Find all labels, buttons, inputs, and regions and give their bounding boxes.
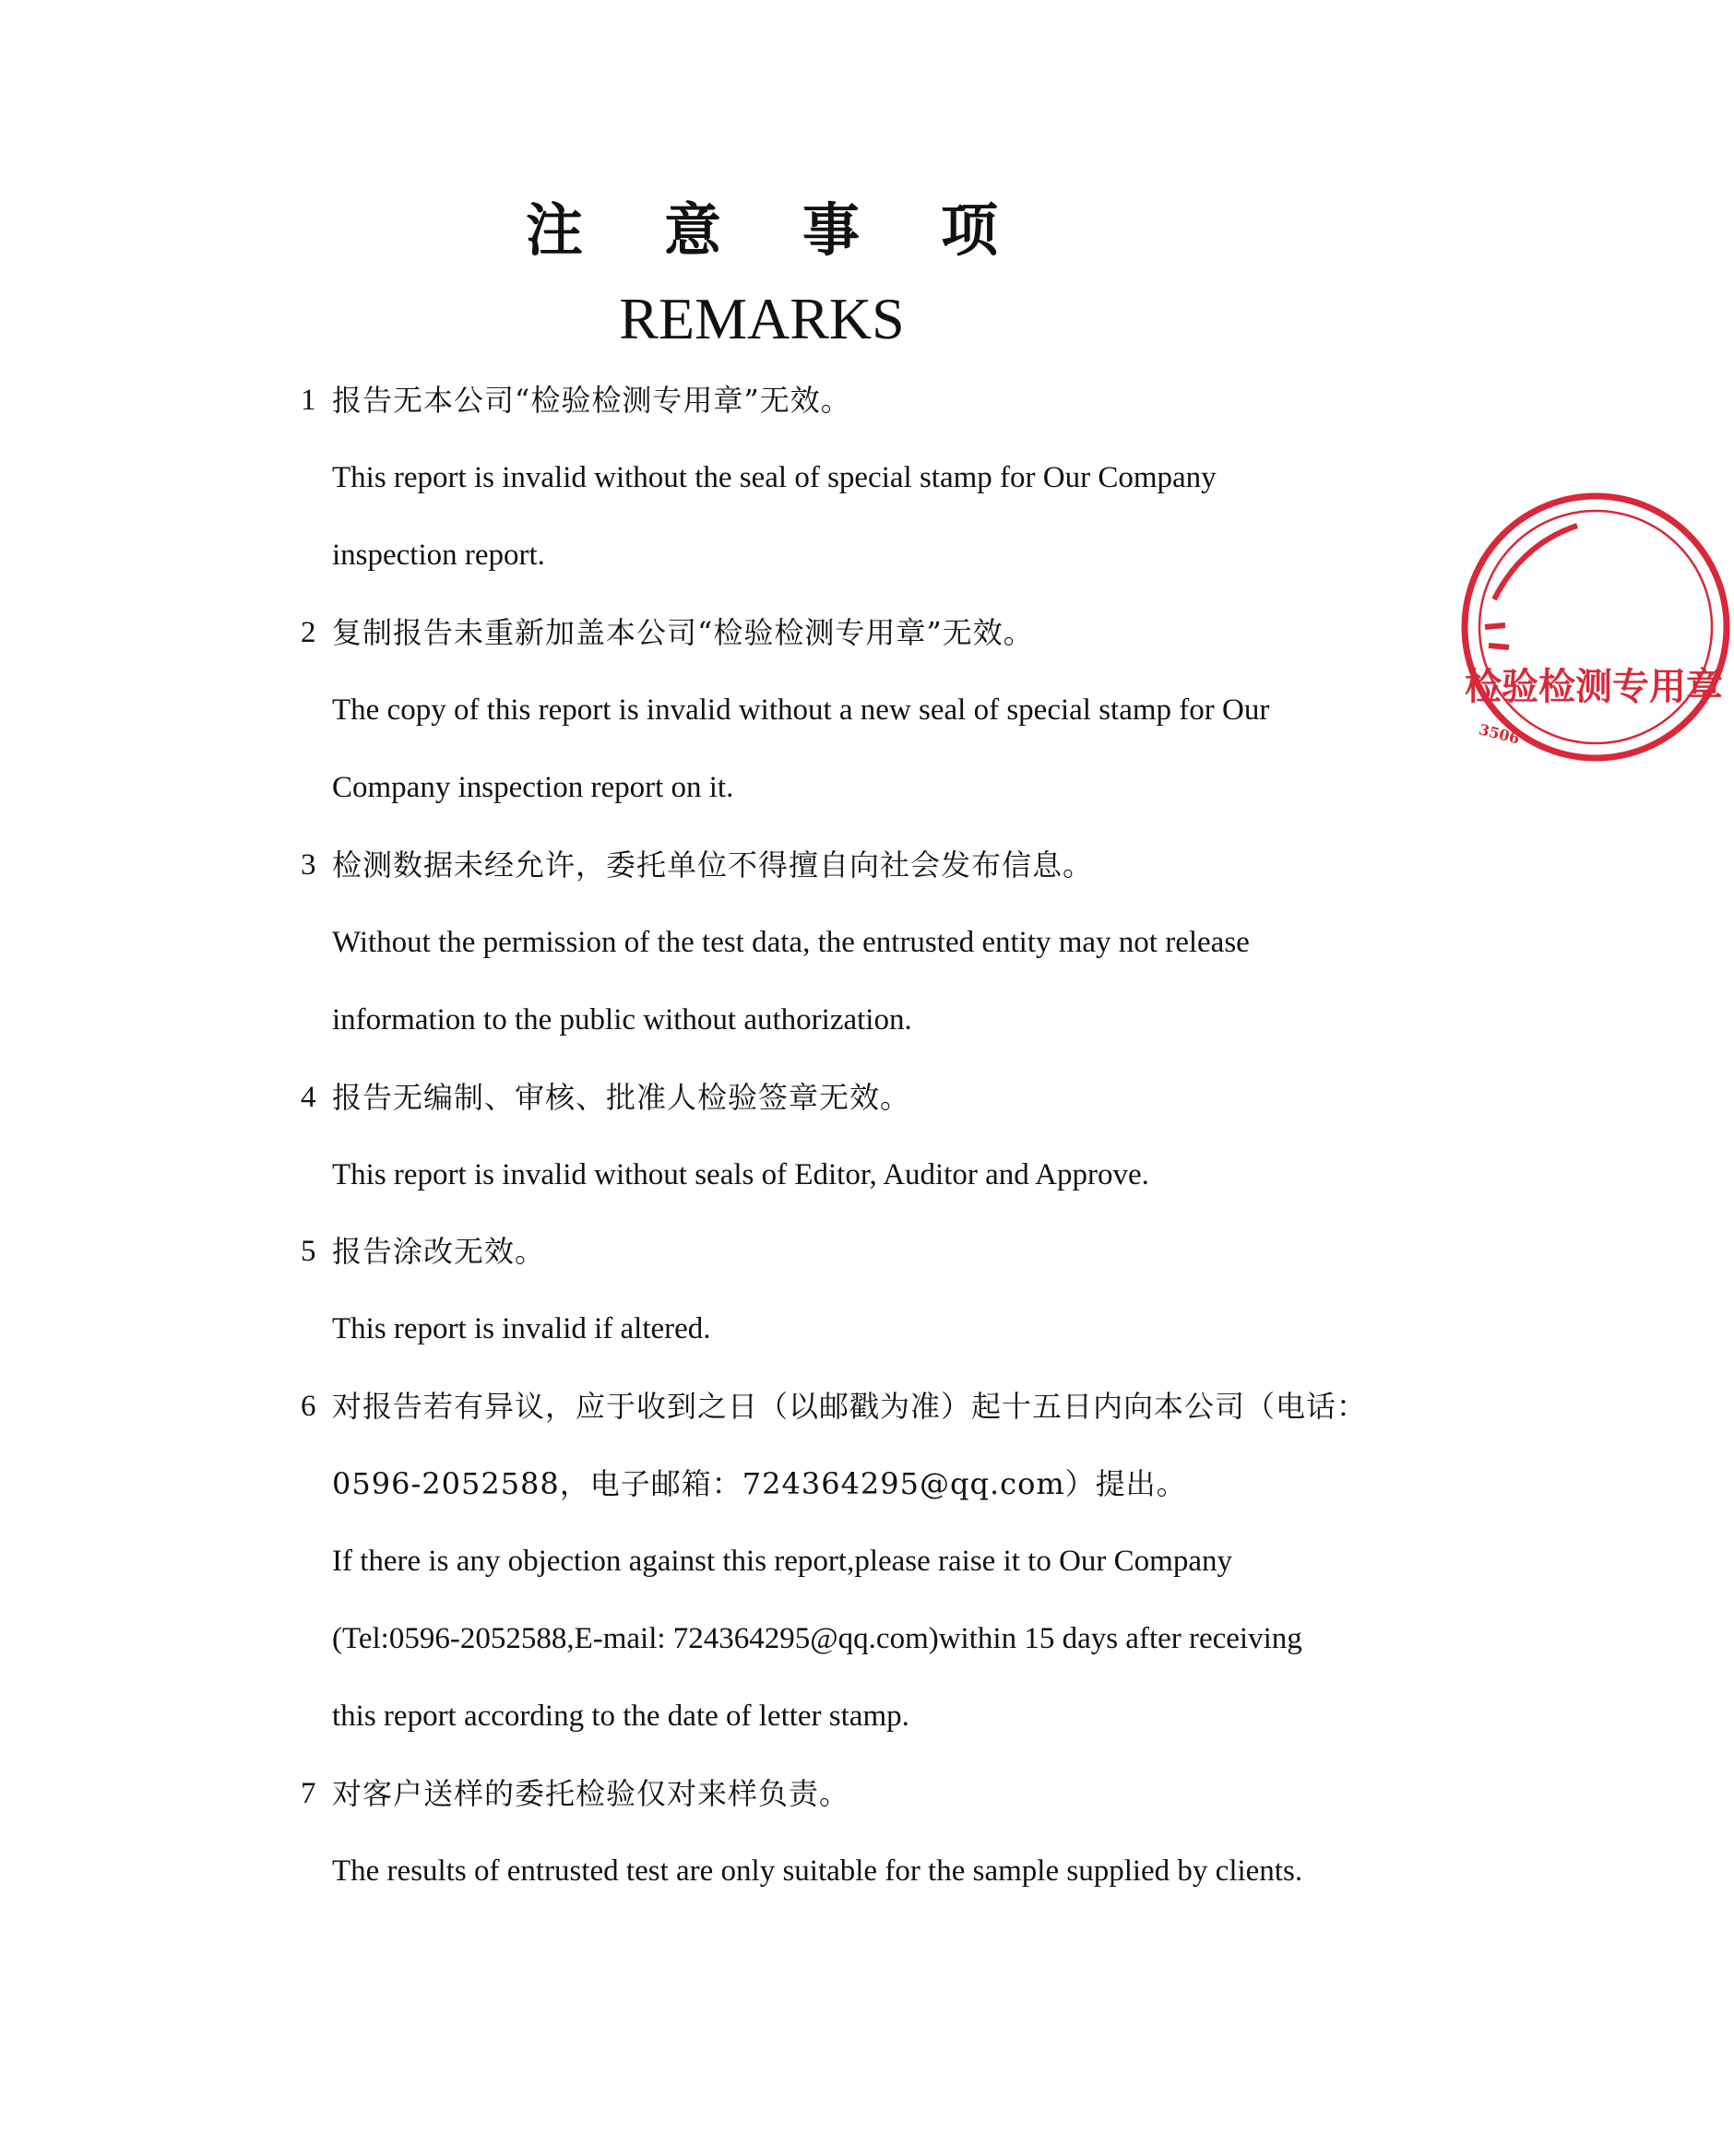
title-char: 意 xyxy=(663,196,721,264)
page-title-chinese xyxy=(0,194,1524,267)
remark-en: Without the permission of the test data, the entrusted entity may not release xyxy=(332,926,1250,959)
remark-en: This report is invalid without the seal of special stamp for Our Company xyxy=(332,461,1217,494)
remark-en: The results of entrusted test are only suitable for the sample supplied by clients. xyxy=(332,1854,1303,1888)
remark-cn: 检测数据未经允许，委托单位不得擅自向社会发布信息。 xyxy=(332,847,1094,883)
remark-en: This report is invalid if altered. xyxy=(332,1312,711,1345)
item-number: 2 xyxy=(301,616,316,649)
remark-cn: 报告无编制、审核、批准人检验签章无效。 xyxy=(332,1080,911,1115)
remark-cn: 对客户送样的委托检验仅对来样负责。 xyxy=(332,1776,850,1811)
remark-en: If there is any objection against this report,please raise it to Our Company xyxy=(332,1545,1232,1578)
remark-en: information to the public without authorization. xyxy=(332,1003,912,1037)
inspection-seal-icon xyxy=(1457,489,1734,765)
remark-cn: 报告涂改无效。 xyxy=(332,1234,546,1269)
remark-cn: 对报告若有异议，应于收到之日（以邮戳为准）起十五日内向本公司（电话： xyxy=(332,1389,1368,1424)
remark-en: this report according to the date of letter stamp. xyxy=(332,1700,909,1733)
page-title-english: REMARKS xyxy=(619,286,905,351)
item-number: 3 xyxy=(301,848,316,882)
item-number: 4 xyxy=(301,1081,316,1114)
remark-en: inspection report. xyxy=(332,539,545,572)
item-number: 5 xyxy=(301,1235,316,1268)
remark-cn: 0596-2052588，电子邮箱：724364295@qq.com）提出。 xyxy=(332,1466,1187,1501)
remark-en: (Tel:0596-2052588,E-mail: 724364295@qq.com)within 15 days after receiving xyxy=(332,1622,1302,1655)
remark-cn: 报告无本公司“检验检测专用章”无效。 xyxy=(332,383,851,418)
remark-en: Company inspection report on it. xyxy=(332,771,734,804)
remark-en: The copy of this report is invalid without a new seal of special stamp for Our xyxy=(332,693,1270,727)
item-number: 7 xyxy=(301,1777,316,1810)
remark-en: This report is invalid without seals of Editor, Auditor and Approve. xyxy=(332,1158,1149,1191)
item-number: 6 xyxy=(301,1390,316,1423)
remark-cn: 复制报告未重新加盖本公司“检验检测专用章”无效。 xyxy=(332,615,1034,650)
title-char: 项 xyxy=(941,196,999,264)
seal-text: 检验检测专用章 xyxy=(1465,665,1723,708)
title-char: 事 xyxy=(802,196,861,264)
title-char: 注 xyxy=(525,196,583,264)
seal-digits: 3506 xyxy=(1477,720,1522,748)
item-number: 1 xyxy=(301,384,316,417)
